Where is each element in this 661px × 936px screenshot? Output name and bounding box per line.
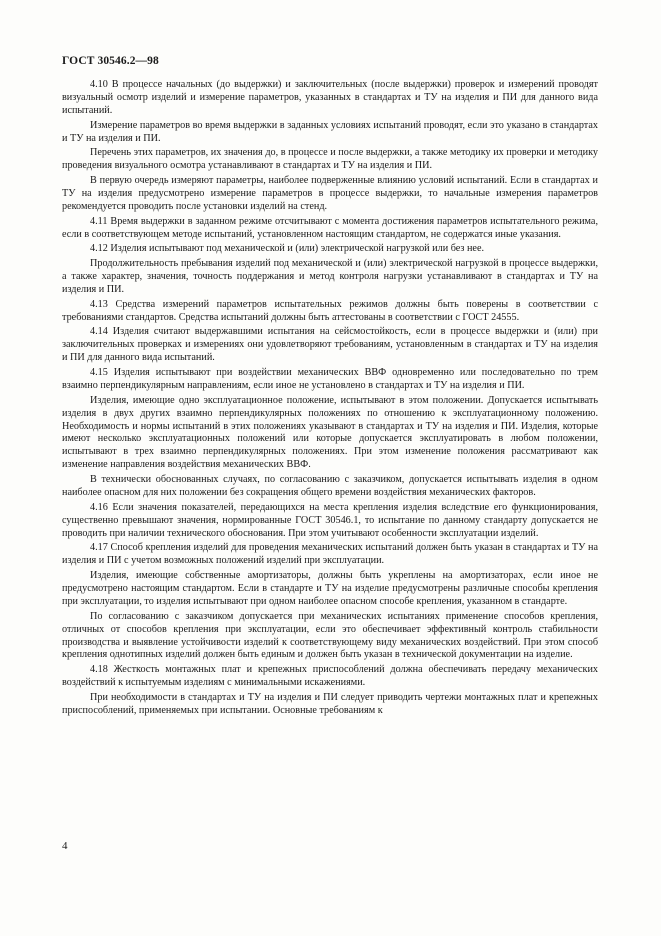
- paragraph: 4.14 Изделия считают выдержавшими испытания на сейсмостойкость, если в процессе выдержки и (или) при заключительных проверках и измерениях они удовлетворяют требованиям, установленным в стандартах и ТУ на изделия и ПИ для данного вида испытаний.: [62, 326, 598, 364]
- paragraph: Перечень этих параметров, их значения до, в процессе и после выдержки, а также методику их проверки и методику проведения визуального осмотра устанавливают в стандартах и ТУ на изделия и ПИ.: [62, 147, 598, 172]
- paragraph: Продолжительность пребывания изделий под механической и (или) электрической нагрузкой в процессе выдержки, а также характер, значения, точность поддержания и метод контроля нагрузки устанавливают в стандартах и ТУ на изделия и ПИ.: [62, 258, 598, 295]
- paragraph: 4.15 Изделия испытывают при воздействии механических ВВФ одновременно или последовательно по трем взаимно перпендикулярным направлениям, если иное не установлено в стандартах и ТУ на изделия и ПИ.: [62, 367, 598, 391]
- paragraph: 4.10 В процессе начальных (до выдержки) и заключительных (после выдержки) проверок и измерений проводят визуальный осмотр изделий и измерение параметров, указанных в стандартах и ТУ на изделия и ПИ для данного вида испытаний.: [62, 79, 598, 116]
- paragraph: 4.17 Способ крепления изделий для проведения механических испытаний должен быть указан в стандартах и ТУ на изделия и ПИ с учетом возможных положений изделий при эксплуатации.: [62, 542, 598, 567]
- paragraph: При необходимости в стандартах и ТУ на изделия и ПИ следует приводить чертежи монтажных плат и крепежных приспособлений, применяемых при испытании. Основные требованиям к: [62, 691, 598, 716]
- paragraph: 4.13 Средства измерений параметров испытательных режимов должны быть поверены в соответствии с требованиями стандартов. Средства испытаний должны быть аттестованы в соответствии с ГОСТ 24555.: [62, 298, 598, 323]
- paragraph: 4.16 Если значения показателей, передающихся на места крепления изделия вследствие его функционирования, существенно превышают значения, нормированные ГОСТ 30546.1, то испытание по данному стандарту допускается не проводить при наличии технического обоснования. При этом учитывают особенности эксплуатации изделий.: [62, 501, 598, 539]
- document-header: ГОСТ 30546.2—98: [62, 55, 159, 67]
- document-body: [62, 79, 598, 720]
- paragraph: Измерение параметров во время выдержки в заданных условиях испытаний проводят, если это указано в стандартах и ТУ на изделия и ПИ.: [62, 119, 598, 144]
- paragraph: Изделия, имеющие одно эксплуатационное положение, испытывают в этом положении. Допускается испытывать изделия в двух других взаимно перпендикулярных положениях по отношению к эксплуатационному положению. Необходимость и нормы испытаний в этих положениях указывают в стандартах и ТУ на изделия и ПИ. Изделия, которые имеют несколько эксплуатационных положений или которые допускается эксплуатировать в любом положении, испытывают в трех взаимно перпендикулярных положениях. При этом изменение положения рассматривают как изменение направления воздействия механических ВВФ.: [62, 394, 598, 471]
- paragraph: 4.11 Время выдержки в заданном режиме отсчитывают с момента достижения параметров испытательного режима, если в соответствующем методе испытаний, установленном настоящим стандартом, не содержатся иные указания.: [62, 215, 598, 240]
- paragraph: По согласованию с заказчиком допускается при механических испытаниях применение способов крепления, отличных от способов крепления при эксплуатации, если это обеспечивает эффективный контроль стабильности производства и выявление устойчивости изделий к соответствующему виду механических воздействий. При этом способ крепления однотипных изделий должен быть единым и должен быть указан в технической документации на изделие.: [62, 610, 598, 661]
- page-number: 4: [62, 840, 68, 852]
- paragraph: 4.18 Жесткость монтажных плат и крепежных приспособлений должна обеспечивать передачу механических воздействий к испытуемым изделиям с минимальными искажениями.: [62, 664, 598, 689]
- paragraph: Изделия, имеющие собственные амортизаторы, должны быть укреплены на амортизаторах, если иное не предусмотрено настоящим стандартом. Если в стандарте и ТУ на изделие предусмотрены различные способы крепления при эксплуатации, то изделия испытывают при одном наиболее опасном способе крепления, указанном в стандарте.: [62, 570, 598, 607]
- paragraph: 4.12 Изделия испытывают под механической и (или) электрической нагрузкой или без нее.: [90, 243, 485, 255]
- paragraph: В первую очередь измеряют параметры, наиболее подверженные влиянию условий испытаний. Если в стандартах и ТУ на изделия предусмотрено измерение параметров в процессе выдержки, то начальные измерения параметров рекомендуется проводить после установки изделий на стенд.: [62, 175, 598, 212]
- paragraph: В технически обоснованных случаях, по согласованию с заказчиком, допускается испытывать изделия в одном наиболее опасном для них положении без сокращения общего времени воздействия механических факторов.: [62, 474, 598, 498]
